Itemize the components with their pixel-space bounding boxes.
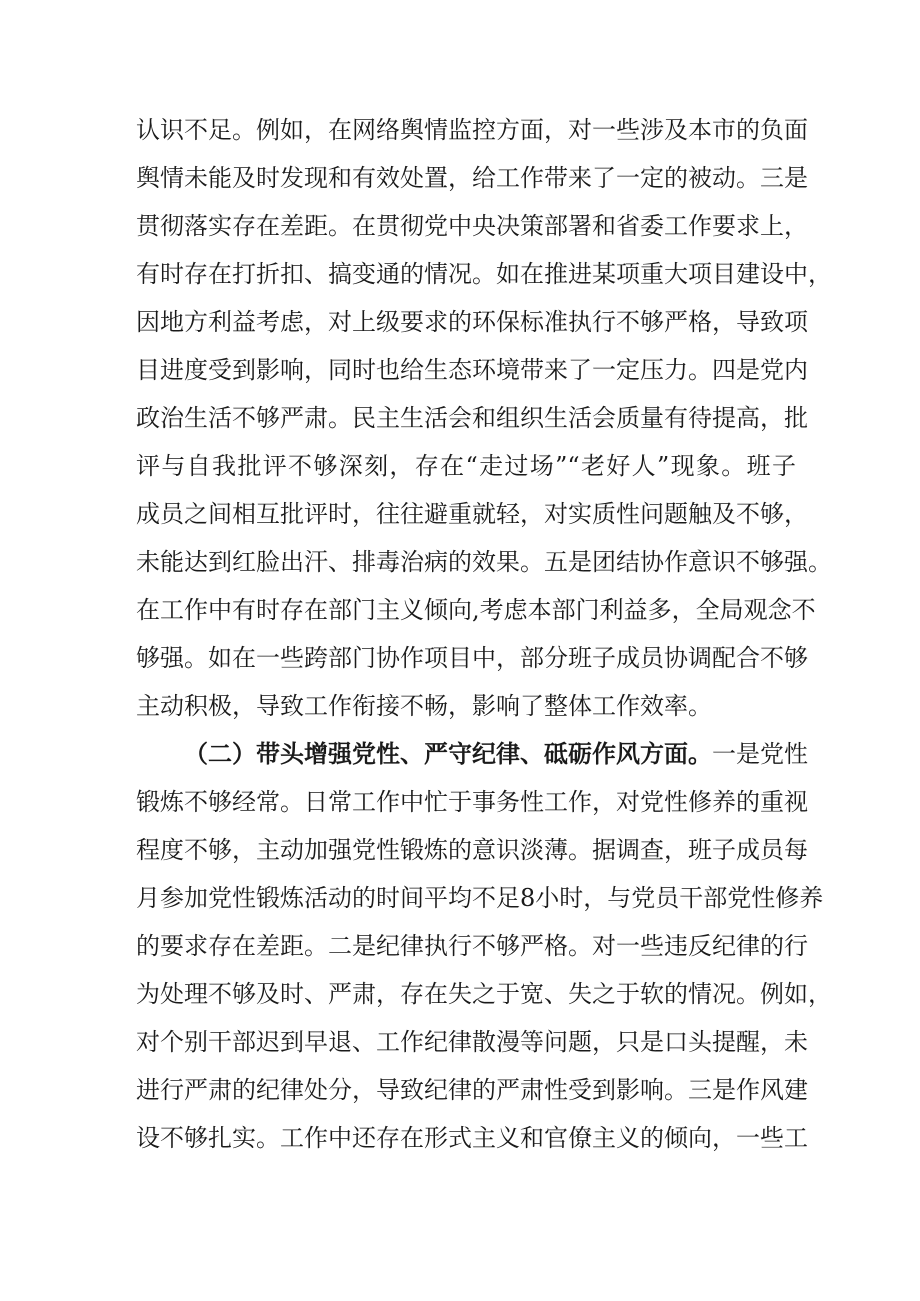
- text-line: 评与自我批评不够深刻，存在“走过场”“老好人”现象。班子: [136, 452, 796, 480]
- text-line: 设不够扎实。工作中还存在形式主义和官僚主义的倾向，一些工: [136, 1124, 808, 1152]
- text-line: 为处理不够及时、严肃，存在失之于宽、失之于软的情况。例如，: [136, 980, 832, 1008]
- text-line: 因地方利益考虑，对上级要求的环保标准执行不够严格，导致项: [136, 308, 808, 336]
- body-text: [136, 106, 832, 1162]
- text-line: 有时存在打折扣、搞变通的情况。如在推进某项重大项目建设中，: [136, 260, 832, 288]
- text-line: 舆情未能及时发现和有效处置，给工作带来了一定的被动。三是: [136, 164, 808, 192]
- text-line: 程度不够，主动加强党性锻炼的意识淡薄。据调查，班子成员每: [136, 836, 808, 864]
- text-line: 进行严肃的纪律处分，导致纪律的严肃性受到影响。三是作风建: [136, 1076, 808, 1104]
- text-line: 月参加党性锻炼活动的时间平均不足8小时，与党员干部党性修养: [136, 884, 824, 912]
- text-line: 目进度受到影响，同时也给生态环境带来了一定压力。四是党内: [136, 356, 808, 384]
- text-line: 贯彻落实存在差距。在贯彻党中央决策部署和省委工作要求上，: [136, 212, 808, 240]
- section-heading-line: [136, 730, 808, 778]
- text-line: 成员之间相互批评时，往往避重就轻，对实质性问题触及不够，: [136, 500, 808, 528]
- text-line: 政治生活不够严肃。民主生活会和组织生活会质量有待提高，批: [136, 404, 808, 432]
- text-line: 在工作中有时存在部门主义倾向,考虑本部门利益多，全局观念不: [136, 596, 816, 624]
- text-line: 够强。如在一些跨部门协作项目中，部分班子成员协调配合不够: [136, 644, 808, 672]
- text-line: 主动积极，导致工作衔接不畅，影响了整体工作效率。: [136, 692, 712, 720]
- text-line: 未能达到红脸出汗、排毒治病的效果。五是团结协作意识不够强。: [136, 548, 832, 576]
- text-line: 的要求存在差距。二是纪律执行不够严格。对一些违反纪律的行: [136, 932, 808, 960]
- text-line: 认识不足。例如，在网络舆情监控方面，对一些涉及本市的负面: [136, 116, 808, 144]
- text-line-start: 一是党性: [712, 740, 808, 768]
- section-heading: （二）带头增强党性、严守纪律、砥砺作风方面。: [184, 739, 712, 768]
- text-line: 锻炼不够经常。日常工作中忙于事务性工作，对党性修养的重视: [136, 788, 808, 816]
- text-line: 对个别干部迟到早退、工作纪律散漫等问题，只是口头提醒，未: [136, 1028, 808, 1056]
